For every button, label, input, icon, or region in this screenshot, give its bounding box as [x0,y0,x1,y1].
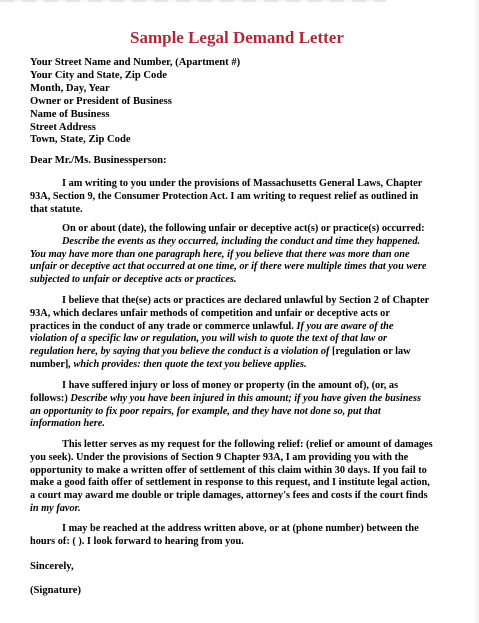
text-run: follows:) [30,392,71,404]
text-run: , which provides: then quote the text you believe applies. [68,358,307,370]
salutation: Dear Mr./Ms. Businessperson: [30,155,167,166]
text-run: number] [30,358,69,370]
paragraph-line: information here. [30,418,105,430]
address-block [30,57,240,147]
paragraph-line: violation of a specific law or regulation, you will wish to quote the text of that law or [30,333,387,345]
paragraph-line: 93A, which declares unfair methods of competition and unfair or deceptive acts or [30,307,390,319]
paragraph-line: opportunity to make a written offer of settlement of this claim within 30 days. If you fail to [30,464,427,476]
page-edge-shadow [473,0,479,623]
page-top-border [0,0,386,2]
paragraph-events [30,223,442,287]
text-run: [regulation or law [332,346,411,358]
paragraph-line [30,321,442,334]
paragraph-line: You may have more than one paragraph here, if you believe that there was more than one [30,248,410,260]
paragraph-contact [30,523,442,549]
paragraph-intro [30,178,442,216]
paragraph-line: I have suffered injury or loss of money or property (in the amount of), (or, as [62,380,399,391]
paragraph-line: subjected to unfair or deceptive acts or practices. [30,274,237,286]
paragraph-line: in my favor. [30,502,81,514]
paragraph-line: unfair or deceptive act that occurred at one time, or if there were multiple times that you were [30,261,427,273]
paragraph-line: hours of: ( ). I look forward to hearing from you. [30,535,244,547]
closing: Sincerely, [30,561,74,572]
text-run: regulation here, by saying that you believe the conduct is a violation of [30,346,333,358]
text-run: practices in the conduct of any trade or commerce unlawful. [30,320,297,332]
paragraph-line [30,359,442,372]
paragraph-line: Describe the events as they occurred, including the conduct and time they happened. [62,235,421,247]
text-run: Describe why you have been injured in this amount; if you have given the business [70,392,422,404]
document-title: Sample Legal Demand Letter [130,28,344,47]
paragraph-line [30,393,442,406]
paragraph-line: I may be reached at the address written above, or at (phone number) between the [62,523,419,534]
paragraph-line: a court may award me double or triple damages, attorney's fees and costs if the court finds [30,490,428,502]
address-line: Town, State, Zip Code [30,134,131,146]
paragraph-line: an opportunity to fix poor repairs, for example, and they have not done so, put that [30,405,381,417]
address-line: Your City and State, Zip Code [30,69,167,81]
paragraph-line: I believe that the(se) acts or practices are declared unlawful by Section 2 of Chapter [62,295,430,306]
paragraph-line: that statute. [30,203,83,215]
text-run: If you are aware of the [296,320,394,332]
signature: (Signature) [30,585,82,596]
paragraph-line: This letter serves as my request for the following relief: (relief or amount of damages [62,439,433,450]
paragraph-line: make a good faith offer of settlement in response to this request, and I institute legal action, [30,477,430,489]
paragraph-injury [30,380,442,431]
address-line: Your Street Name and Number, (Apartment #) [30,57,241,68]
paragraph-line: 93A, Section 9, the Consumer Protection Act. I am writing to request relief as outlined in [30,190,419,202]
paragraph-line: On or about (date), the following unfair or deceptive act(s) or practice(s) occurred: [62,223,425,234]
paragraph-line: I am writing to you under the provisions of Massachusetts General Laws, Chapter [62,178,423,189]
address-line: Month, Day, Year [30,82,110,94]
address-line: Street Address [30,121,96,133]
address-line: Name of Business [30,108,110,120]
address-line: Owner or President of Business [30,95,172,107]
paragraph-line [30,346,442,359]
paragraph-unlawful [30,295,442,372]
paragraph-relief [30,439,442,516]
paragraph-line: you seek). Under the provisions of Section 9 Chapter 93A, I am providing you with the [30,451,409,463]
